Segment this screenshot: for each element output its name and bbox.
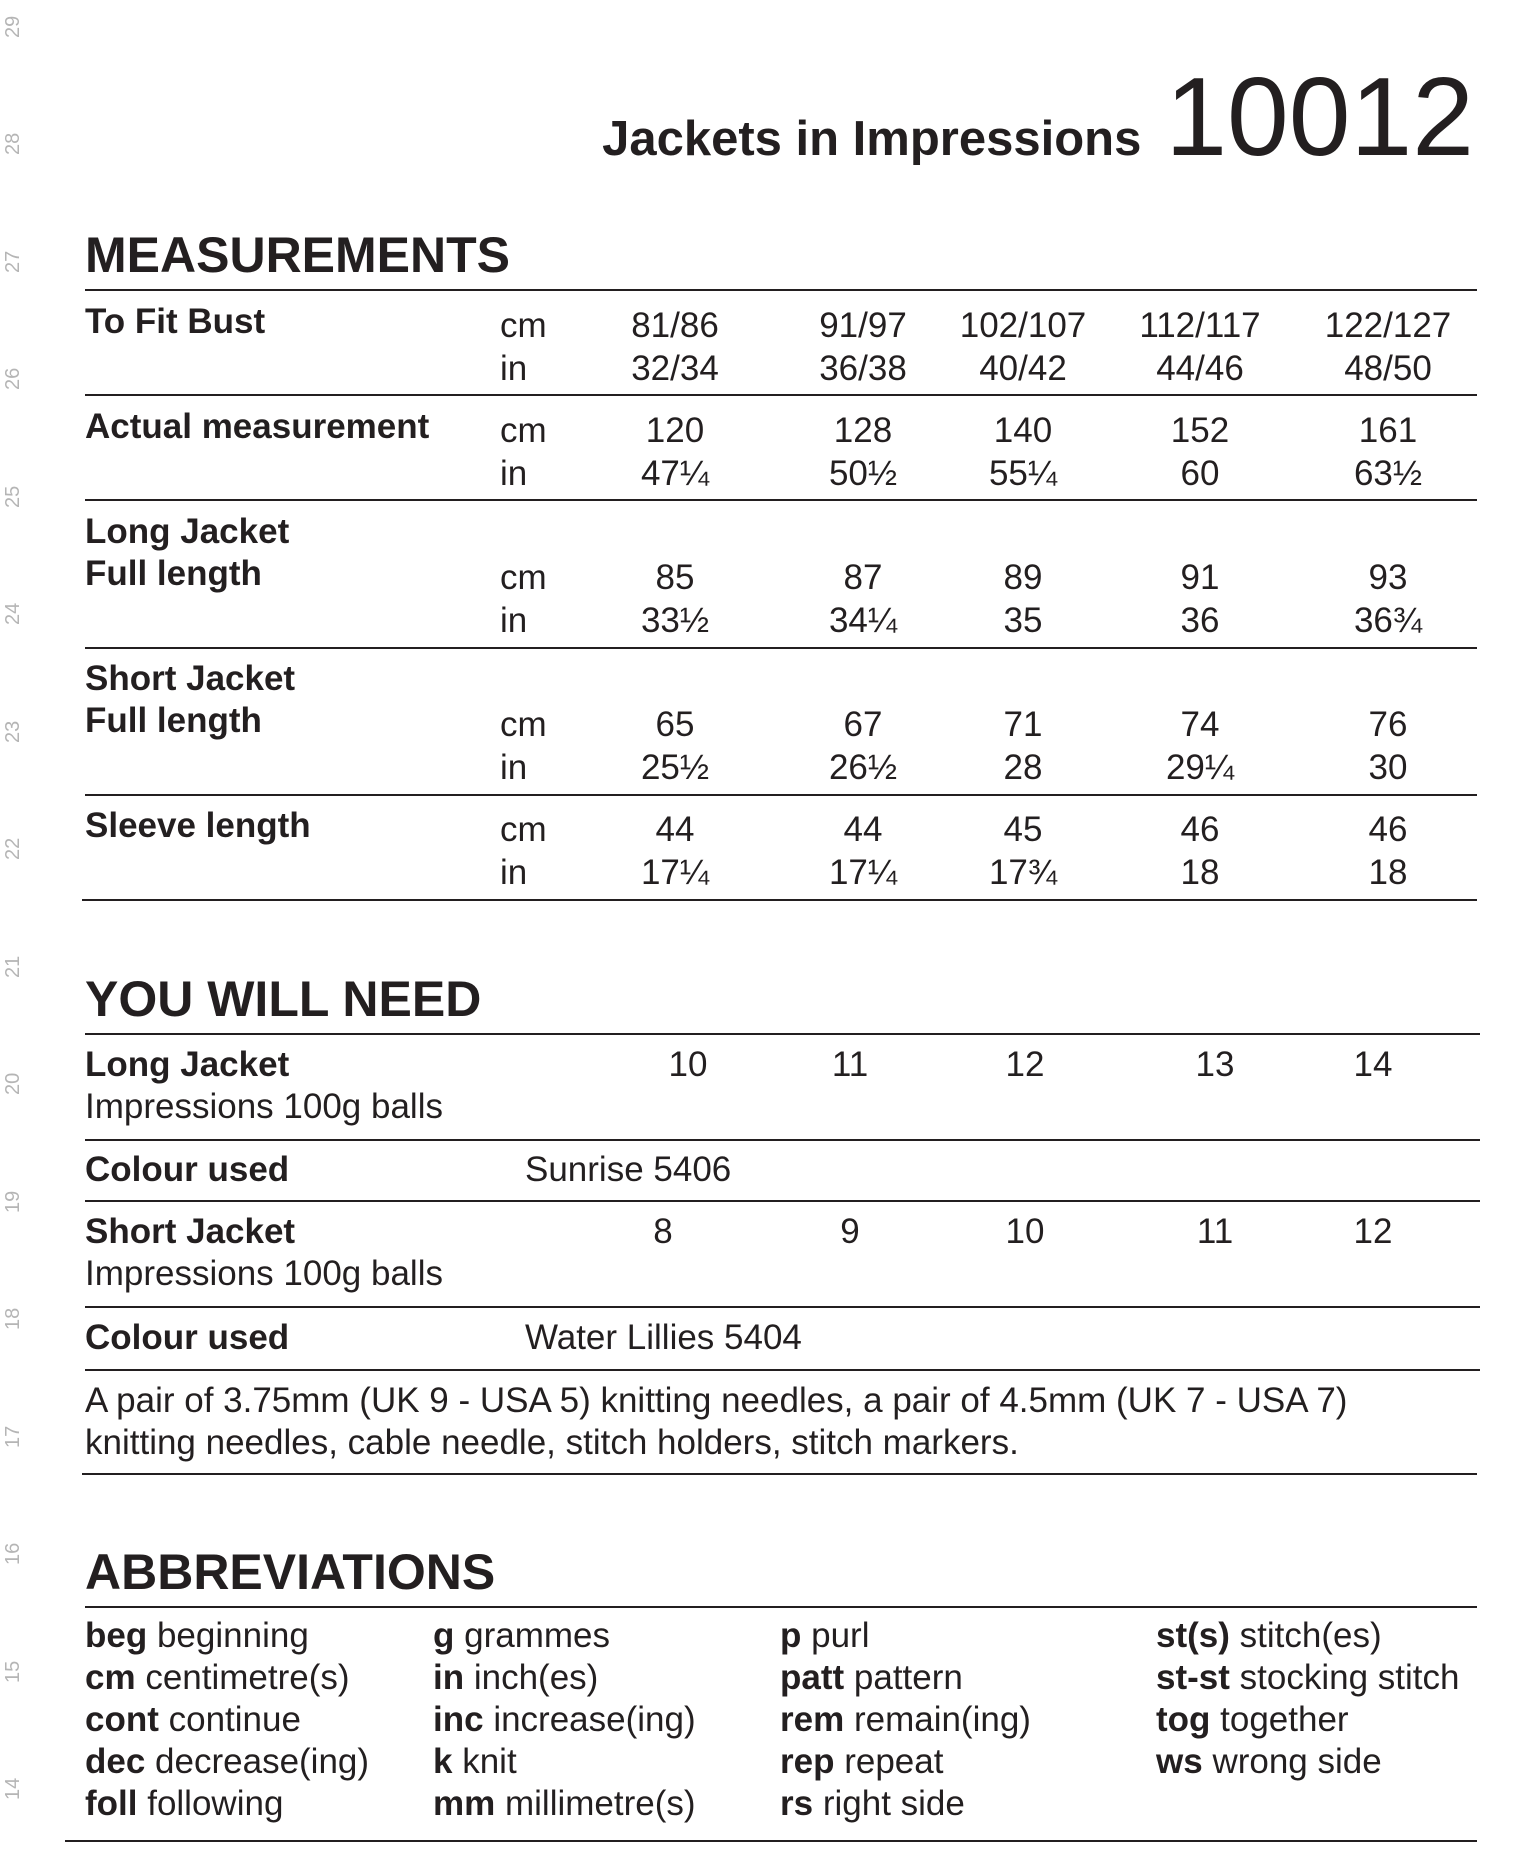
abbreviation-term: mm: [433, 1784, 496, 1823]
value-cm: 67: [843, 705, 883, 744]
value-in: 32/34: [631, 349, 719, 388]
value-in: 26½: [828, 748, 898, 787]
abbreviation-term: foll: [85, 1784, 138, 1823]
pattern-title: Jackets in Impressions: [602, 112, 1142, 166]
value-in: 40/42: [979, 349, 1067, 388]
value-in: 17¼: [828, 853, 898, 892]
abbreviation-term: rem: [780, 1700, 845, 1739]
value-cm: 44: [655, 810, 695, 849]
value-in: 33½: [640, 601, 710, 640]
colour-label: Colour used: [85, 1318, 290, 1357]
row-label: Actual measurement: [85, 407, 430, 446]
ball-count: 8: [653, 1212, 673, 1251]
ball-count: 10: [1005, 1212, 1045, 1251]
unit-cm: cm: [500, 411, 547, 450]
abbreviation-column: [85, 1615, 369, 1825]
value-in: 17¼: [640, 853, 710, 892]
margin-number: 14: [2, 1777, 24, 1800]
unit-in: in: [500, 601, 528, 640]
abbreviation-item: [1156, 1699, 1459, 1741]
value-in: 55¼: [988, 454, 1058, 493]
value-cm: 91: [1180, 558, 1220, 597]
unit-cm: cm: [500, 306, 547, 345]
needles-text: A pair of 3.75mm (UK 9 - USA 5) knitting needles, a pair of 4.5mm (UK 7 - USA 7): [85, 1381, 1348, 1420]
measurements-title: MEASUREMENTS: [85, 227, 511, 283]
abbreviation-definition: grammes: [464, 1616, 610, 1655]
abbreviation-term: tog: [1156, 1700, 1211, 1739]
ball-count: 13: [1195, 1045, 1235, 1084]
value-cm: 140: [993, 411, 1053, 450]
value-in: 44/46: [1156, 349, 1244, 388]
abbreviation-term: p: [780, 1616, 802, 1655]
colour-value: Water Lillies 5404: [525, 1318, 802, 1357]
value-in: 36¾: [1353, 601, 1423, 640]
margin-number: 21: [2, 955, 24, 978]
row-label: To Fit Bust: [85, 302, 266, 341]
divider: [85, 794, 1477, 796]
abbreviation-term: patt: [780, 1658, 845, 1697]
abbreviation-term: ws: [1156, 1742, 1203, 1781]
abbreviation-item: [1156, 1657, 1459, 1699]
margin-number: 29: [2, 15, 24, 38]
abbreviation-term: rep: [780, 1742, 835, 1781]
abbreviation-item: [433, 1741, 696, 1783]
margin-number: 22: [2, 837, 24, 860]
value-cm: 46: [1368, 810, 1408, 849]
abbreviation-definition: pattern: [853, 1658, 963, 1697]
yarn-sublabel: Impressions 100g balls: [85, 1087, 443, 1126]
divider: [85, 1139, 1480, 1141]
abbreviation-definition: beginning: [156, 1616, 309, 1655]
abbreviation-item: [1156, 1741, 1459, 1783]
abbreviation-item: [85, 1657, 369, 1699]
you-will-need-title: YOU WILL NEED: [85, 971, 482, 1027]
abbreviations-title: ABBREVIATIONS: [85, 1544, 496, 1600]
yarn-label: Short Jacket: [85, 1212, 296, 1251]
yarn-sublabel: Impressions 100g balls: [85, 1254, 443, 1293]
abbreviation-item: [433, 1783, 696, 1825]
abbreviation-term: cm: [85, 1658, 136, 1697]
value-in: 35: [1003, 601, 1043, 640]
value-cm: 102/107: [959, 306, 1087, 345]
abbreviation-definition: stitch(es): [1239, 1616, 1382, 1655]
row-sublabel: Full length: [85, 554, 262, 593]
divider: [85, 647, 1477, 649]
margin-number: 17: [2, 1425, 24, 1448]
value-in: 28: [1003, 748, 1043, 787]
value-in: 34¼: [828, 601, 898, 640]
divider: [85, 394, 1477, 396]
abbreviation-item: [780, 1783, 1031, 1825]
abbreviation-item: [433, 1657, 696, 1699]
abbreviation-definition: remain(ing): [853, 1700, 1031, 1739]
value-cm: 81/86: [631, 306, 719, 345]
value-in: 36/38: [819, 349, 907, 388]
divider: [85, 499, 1477, 501]
abbreviation-definition: decrease(ing): [155, 1742, 370, 1781]
divider: [65, 1840, 1477, 1842]
value-cm: 91/97: [819, 306, 907, 345]
value-cm: 46: [1180, 810, 1220, 849]
margin-number: 19: [2, 1190, 24, 1213]
divider: [82, 899, 1477, 901]
abbreviation-term: st-st: [1156, 1658, 1230, 1697]
abbreviation-item: [780, 1615, 1031, 1657]
value-cm: 152: [1170, 411, 1230, 450]
colour-label: Colour used: [85, 1150, 290, 1189]
value-cm: 128: [833, 411, 893, 450]
abbreviation-item: [85, 1615, 369, 1657]
abbreviation-definition: centimetre(s): [145, 1658, 350, 1697]
value-cm: 122/127: [1324, 306, 1452, 345]
margin-number: 16: [2, 1542, 24, 1565]
row-sublabel: Full length: [85, 701, 262, 740]
abbreviation-item: [85, 1741, 369, 1783]
abbreviation-definition: knit: [462, 1742, 517, 1781]
divider: [85, 1606, 1477, 1608]
abbreviation-item: [433, 1615, 696, 1657]
margin-number: 26: [2, 367, 24, 390]
row-label: Short Jacket: [85, 659, 296, 698]
divider: [85, 1200, 1480, 1202]
value-cm: 71: [1003, 705, 1043, 744]
value-cm: 45: [1003, 810, 1043, 849]
abbreviation-term: k: [433, 1742, 453, 1781]
abbreviation-definition: inch(es): [473, 1658, 599, 1697]
abbreviation-definition: continue: [168, 1700, 301, 1739]
value-in: 60: [1180, 454, 1220, 493]
value-cm: 76: [1368, 705, 1408, 744]
ball-count: 12: [1005, 1045, 1045, 1084]
unit-in: in: [500, 853, 528, 892]
value-cm: 112/117: [1139, 306, 1261, 345]
abbreviation-column: [1156, 1615, 1459, 1783]
value-cm: 93: [1368, 558, 1408, 597]
colour-value: Sunrise 5406: [525, 1150, 732, 1189]
abbreviation-item: [85, 1783, 369, 1825]
abbreviation-item: [1156, 1615, 1459, 1657]
abbreviation-definition: stocking stitch: [1239, 1658, 1460, 1697]
margin-number: 15: [2, 1660, 24, 1683]
value-in: 48/50: [1344, 349, 1432, 388]
ball-count: 12: [1353, 1212, 1393, 1251]
margin-number: 20: [2, 1072, 24, 1095]
value-in: 17¾: [988, 853, 1058, 892]
abbreviation-term: g: [433, 1616, 455, 1655]
row-label: Long Jacket: [85, 512, 290, 551]
ball-count: 11: [1196, 1212, 1234, 1251]
divider: [85, 289, 1477, 291]
ball-count: 14: [1353, 1045, 1393, 1084]
value-cm: 161: [1358, 411, 1418, 450]
abbreviation-item: [780, 1699, 1031, 1741]
margin-number: 23: [2, 720, 24, 743]
margin-number: 27: [2, 250, 24, 273]
abbreviation-item: [433, 1699, 696, 1741]
abbreviation-definition: wrong side: [1212, 1742, 1382, 1781]
unit-in: in: [500, 454, 528, 493]
value-cm: 87: [843, 558, 883, 597]
margin-number: 18: [2, 1307, 24, 1330]
abbreviation-item: [85, 1699, 369, 1741]
abbreviation-item: [780, 1657, 1031, 1699]
margin-number: 24: [2, 602, 24, 625]
unit-cm: cm: [500, 810, 547, 849]
value-in: 47¼: [640, 454, 710, 493]
abbreviation-definition: increase(ing): [493, 1700, 696, 1739]
abbreviation-definition: millimetre(s): [504, 1784, 696, 1823]
abbreviation-term: dec: [85, 1742, 146, 1781]
value-in: 30: [1368, 748, 1408, 787]
value-in: 63½: [1353, 454, 1423, 493]
unit-in: in: [500, 349, 528, 388]
ball-count: 10: [668, 1045, 708, 1084]
unit-cm: cm: [500, 558, 547, 597]
value-in: 25½: [640, 748, 710, 787]
value-cm: 74: [1180, 705, 1220, 744]
abbreviation-term: st(s): [1156, 1616, 1230, 1655]
margin-number: 28: [2, 132, 24, 155]
pattern-header: [602, 55, 1474, 179]
value-cm: 120: [645, 411, 705, 450]
abbreviation-definition: purl: [811, 1616, 870, 1655]
unit-cm: cm: [500, 705, 547, 744]
divider: [85, 1306, 1480, 1308]
unit-in: in: [500, 748, 528, 787]
abbreviation-term: rs: [780, 1784, 814, 1823]
divider: [85, 1369, 1480, 1371]
abbreviation-definition: repeat: [844, 1742, 944, 1781]
abbreviation-column: [433, 1615, 696, 1825]
needles-text: knitting needles, cable needle, stitch holders, stitch markers.: [85, 1423, 1019, 1462]
divider: [82, 1473, 1477, 1475]
abbreviation-definition: following: [147, 1784, 284, 1823]
value-in: 36: [1180, 601, 1220, 640]
abbreviation-column: [780, 1615, 1031, 1825]
value-in: 29¼: [1165, 748, 1235, 787]
abbreviation-term: in: [433, 1658, 465, 1697]
value-cm: 85: [655, 558, 695, 597]
value-in: 18: [1180, 853, 1220, 892]
yarn-label: Long Jacket: [85, 1045, 290, 1084]
pattern-number: 10012: [1165, 55, 1474, 179]
abbreviation-definition: right side: [822, 1784, 965, 1823]
value-cm: 89: [1003, 558, 1043, 597]
abbreviation-term: beg: [85, 1616, 148, 1655]
ball-count: 11: [831, 1045, 869, 1084]
abbreviation-item: [780, 1741, 1031, 1783]
margin-number: 25: [2, 485, 24, 508]
ball-count: 9: [840, 1212, 860, 1251]
value-in: 50½: [828, 454, 898, 493]
row-label: Sleeve length: [85, 806, 311, 845]
abbreviation-term: cont: [85, 1700, 159, 1739]
abbreviation-definition: together: [1220, 1700, 1349, 1739]
value-cm: 65: [655, 705, 695, 744]
value-cm: 44: [843, 810, 883, 849]
value-in: 18: [1368, 853, 1408, 892]
abbreviation-term: inc: [433, 1700, 484, 1739]
divider: [85, 1033, 1480, 1035]
